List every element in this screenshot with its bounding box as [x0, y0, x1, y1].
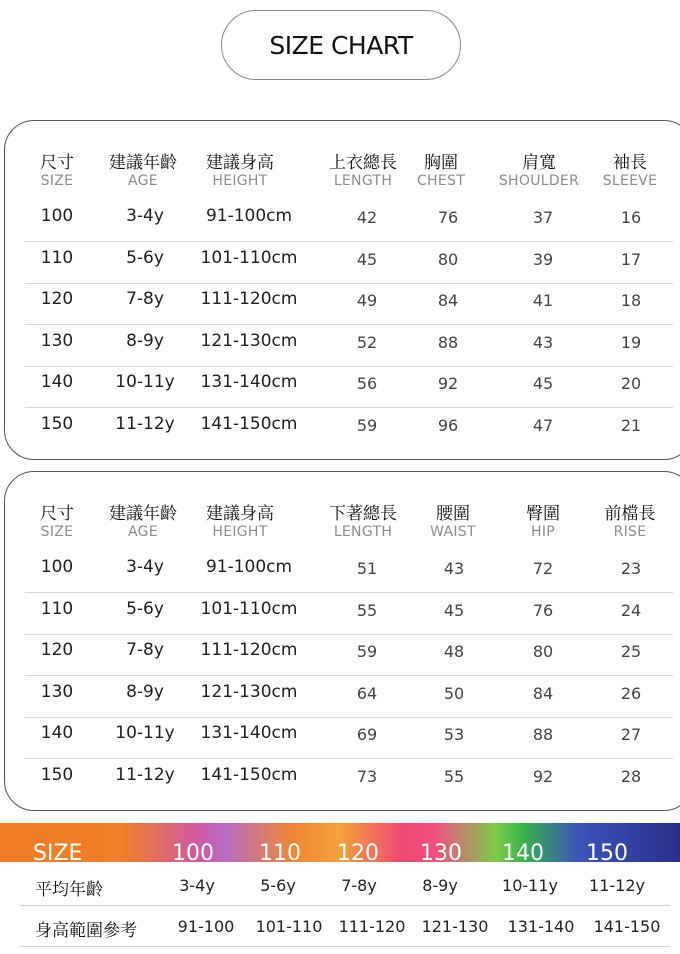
band-size-120: 120	[337, 841, 379, 862]
cell-m2: 37	[532, 208, 554, 227]
col-header-age: 建議年齡	[109, 153, 177, 173]
cell-m2: 92	[532, 767, 554, 786]
cell-size: 100	[40, 557, 74, 577]
col-subheader-m1: WAIST	[430, 524, 476, 540]
cell-m3: 24	[620, 601, 642, 620]
col-subheader-m3: RISE	[613, 524, 647, 540]
cell-length: 45	[356, 250, 378, 269]
cell-m2: 72	[532, 559, 554, 578]
col-header-height: 建議身高	[206, 504, 274, 524]
cell-length: 59	[356, 416, 378, 435]
col-header-m3: 前檔長	[604, 504, 656, 524]
cell-m2: 39	[532, 250, 554, 269]
cell-age: 10-11y	[115, 723, 175, 743]
summary-row-height	[20, 907, 670, 947]
cell-size: 120	[40, 289, 74, 309]
band-size-100: 100	[172, 841, 214, 862]
cell-size: 100	[40, 206, 74, 226]
row-divider	[25, 241, 673, 242]
row-divider	[25, 366, 673, 367]
cell-m2: 43	[532, 333, 554, 352]
col-subheader-length: LENGTH	[333, 524, 393, 540]
cell-m2: 45	[532, 374, 554, 393]
cell-size: 150	[40, 765, 74, 785]
cell-age: 3-4y	[126, 206, 164, 226]
band-size-130: 130	[420, 841, 462, 862]
row-divider	[25, 717, 673, 718]
col-subheader-m1: CHEST	[416, 173, 466, 189]
cell-m1: 96	[437, 416, 459, 435]
row-divider	[25, 407, 673, 408]
summary-cell: 3-4y	[179, 876, 215, 895]
cell-age: 7-8y	[126, 640, 164, 660]
cell-length: 69	[356, 725, 378, 744]
row-divider	[25, 675, 673, 676]
summary-cell: 141-150	[593, 917, 661, 936]
cell-m3: 20	[620, 374, 642, 393]
summary-cell: 131-140	[507, 917, 575, 936]
size-chart-title: SIZE CHART	[221, 10, 461, 80]
cell-length: 73	[356, 767, 378, 786]
summary-label: 身高範圍參考	[35, 921, 137, 941]
col-subheader-height: HEIGHT	[212, 524, 268, 540]
col-header-m3: 袖長	[613, 153, 647, 173]
cell-m3: 21	[620, 416, 642, 435]
cell-length: 55	[356, 601, 378, 620]
cell-height: 121-130cm	[200, 331, 298, 351]
cell-age: 5-6y	[126, 599, 164, 619]
row-divider	[25, 634, 673, 635]
cell-m1: 92	[437, 374, 459, 393]
summary-cell: 91-100	[177, 917, 235, 936]
band-size-110: 110	[259, 841, 301, 862]
summary-cell: 7-8y	[341, 876, 377, 895]
cell-m1: 53	[443, 725, 465, 744]
cell-m3: 25	[620, 642, 642, 661]
col-header-height: 建議身高	[206, 153, 274, 173]
cell-height: 101-110cm	[200, 599, 298, 619]
col-header-size: 尺寸	[40, 504, 74, 524]
summary-cell: 101-110	[255, 917, 323, 936]
band-size-label: SIZE	[33, 841, 83, 862]
col-header-m1: 腰圍	[436, 504, 470, 524]
cell-age: 11-12y	[115, 765, 175, 785]
cell-m3: 28	[620, 767, 642, 786]
cell-height: 91-100cm	[205, 206, 293, 226]
cell-age: 11-12y	[115, 414, 175, 434]
col-header-size: 尺寸	[40, 153, 74, 173]
cell-m1: 80	[437, 250, 459, 269]
cell-age: 7-8y	[126, 289, 164, 309]
row-divider	[25, 592, 673, 593]
cell-age: 10-11y	[115, 372, 175, 392]
col-header-age: 建議年齡	[109, 504, 177, 524]
cell-length: 42	[356, 208, 378, 227]
cell-m3: 16	[620, 208, 642, 227]
cell-height: 131-140cm	[200, 372, 298, 392]
cell-m1: 48	[443, 642, 465, 661]
cell-height: 91-100cm	[205, 557, 293, 577]
cell-length: 51	[356, 559, 378, 578]
summary-cell: 8-9y	[422, 876, 458, 895]
cell-size: 120	[40, 640, 74, 660]
col-header-length: 上衣總長	[329, 153, 397, 173]
col-subheader-m2: HIP	[531, 524, 555, 540]
cell-size: 150	[40, 414, 74, 434]
summary-cell: 5-6y	[260, 876, 296, 895]
col-header-length: 下著總長	[329, 504, 397, 524]
cell-m1: 84	[437, 291, 459, 310]
col-header-m2: 肩寬	[522, 153, 556, 173]
cell-age: 8-9y	[126, 331, 164, 351]
row-divider	[25, 283, 673, 284]
band-size-150: 150	[586, 841, 628, 862]
cell-height: 141-150cm	[200, 765, 298, 785]
cell-length: 49	[356, 291, 378, 310]
col-subheader-size: SIZE	[40, 524, 74, 540]
cell-age: 3-4y	[126, 557, 164, 577]
cell-m3: 26	[620, 684, 642, 703]
cell-m1: 45	[443, 601, 465, 620]
cell-m2: 76	[532, 601, 554, 620]
cell-m3: 18	[620, 291, 642, 310]
row-divider	[25, 758, 673, 759]
cell-m3: 27	[620, 725, 642, 744]
cell-m1: 76	[437, 208, 459, 227]
cell-size: 110	[40, 248, 74, 268]
col-subheader-height: HEIGHT	[212, 173, 268, 189]
cell-size: 140	[40, 372, 74, 392]
summary-cell: 111-120	[338, 917, 406, 936]
cell-size: 140	[40, 723, 74, 743]
col-subheader-m2: SHOULDER	[498, 173, 580, 189]
size-gradient-band	[0, 823, 680, 862]
cell-m2: 88	[532, 725, 554, 744]
cell-m1: 43	[443, 559, 465, 578]
summary-cell: 121-130	[421, 917, 489, 936]
cell-age: 5-6y	[126, 248, 164, 268]
summary-cell: 11-12y	[589, 876, 645, 895]
cell-m1: 88	[437, 333, 459, 352]
col-subheader-size: SIZE	[40, 173, 74, 189]
cell-m2: 47	[532, 416, 554, 435]
col-subheader-m3: SLEEVE	[602, 173, 658, 189]
cell-m2: 80	[532, 642, 554, 661]
cell-age: 8-9y	[126, 682, 164, 702]
cell-height: 101-110cm	[200, 248, 298, 268]
summary-label: 平均年齡	[35, 880, 103, 900]
cell-length: 64	[356, 684, 378, 703]
cell-length: 56	[356, 374, 378, 393]
col-subheader-length: LENGTH	[333, 173, 393, 189]
top-size-table	[4, 120, 680, 460]
cell-length: 59	[356, 642, 378, 661]
cell-m2: 41	[532, 291, 554, 310]
cell-height: 111-120cm	[200, 289, 298, 309]
row-divider	[25, 324, 673, 325]
cell-m1: 50	[443, 684, 465, 703]
col-subheader-age: AGE	[128, 524, 158, 540]
bottom-size-table	[4, 471, 680, 811]
cell-m3: 17	[620, 250, 642, 269]
cell-height: 131-140cm	[200, 723, 298, 743]
cell-size: 130	[40, 331, 74, 351]
cell-m1: 55	[443, 767, 465, 786]
band-size-140: 140	[502, 841, 544, 862]
cell-size: 130	[40, 682, 74, 702]
col-header-m1: 胸圍	[424, 153, 458, 173]
cell-m2: 84	[532, 684, 554, 703]
summary-row-age	[20, 866, 670, 906]
cell-height: 141-150cm	[200, 414, 298, 434]
cell-length: 52	[356, 333, 378, 352]
cell-size: 110	[40, 599, 74, 619]
cell-height: 111-120cm	[200, 640, 298, 660]
cell-height: 121-130cm	[200, 682, 298, 702]
summary-cell: 10-11y	[502, 876, 558, 895]
cell-m3: 19	[620, 333, 642, 352]
col-header-m2: 臀圍	[526, 504, 560, 524]
col-subheader-age: AGE	[128, 173, 158, 189]
cell-m3: 23	[620, 559, 642, 578]
